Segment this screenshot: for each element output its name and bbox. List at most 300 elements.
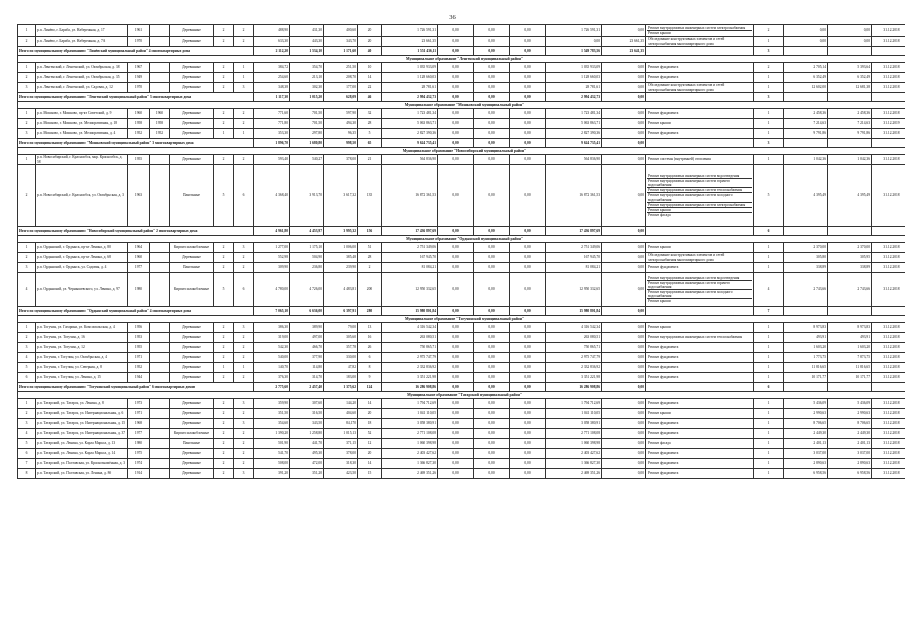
cell-f4: 1 128 660,03 (546, 73, 602, 83)
cell-f3: 0,00 (510, 459, 546, 469)
cell-f5: 0,00 (602, 83, 646, 93)
cell-works (646, 263, 754, 273)
cell-y2 (150, 165, 170, 227)
cell-f2: 0,00 (474, 343, 510, 353)
cell-s1: 384,72 (254, 63, 290, 73)
total-empty (784, 383, 828, 392)
cell-y2 (150, 459, 170, 469)
cell-f2: 0,00 (474, 155, 510, 165)
total-a: 3 (754, 93, 784, 102)
cell-y1: 1980 (128, 273, 150, 307)
cell-s1: 140,70 (254, 363, 290, 373)
total-a: 6 (754, 227, 784, 236)
cell-addr: р.п. Татарский, ул. Полтавская, ул. Ленина, д. 8б (36, 469, 128, 479)
cell-s2: 701,50 (290, 119, 324, 129)
cell-a: 1 (754, 155, 784, 165)
cell-b: 2 890,63 (784, 459, 828, 469)
cell-cost: 2 403 427,62 (382, 449, 438, 459)
cell-s2: 4 726,00 (290, 273, 324, 307)
cell-s1: 540,00 (254, 353, 290, 363)
cell-d: 31.12.2018 (872, 263, 905, 273)
cell-s2: 504,90 (290, 253, 324, 263)
cell-addr: р.п. Тогучин, г. Тогучин, ул. Октябрьская, д. 4 (36, 353, 128, 363)
cell-works (646, 373, 754, 383)
cell-f3: 0,00 (510, 333, 546, 343)
table-row (18, 419, 905, 429)
cell-addr: р.п. Тогучин, ул. Тогучин, д. 12 (36, 343, 128, 353)
total-res: 65 (358, 139, 382, 148)
cell-d: 31.12.2018 (872, 165, 905, 227)
cell-c: 11 816,65 (828, 363, 872, 373)
cell-s1: 319,00 (254, 333, 290, 343)
cell-n: 4 (18, 273, 36, 307)
cell-addr: р.п. Ордынский, г. Ордынск, пр-кт Ленина, д. 68 (36, 253, 128, 263)
cell-c: 338,89 (828, 263, 872, 273)
cell-a: 2 (754, 25, 784, 37)
cell-s2: 701,50 (290, 109, 324, 119)
cell-d: 31.12.2018 (872, 469, 905, 479)
cell-c: 5 393,64 (828, 63, 872, 73)
cell-f1: 0,00 (438, 343, 474, 353)
cell-f5: 0,00 (602, 273, 646, 307)
cell-y1: 1977 (128, 263, 150, 273)
housing-register-table (17, 24, 905, 479)
cell-s1: 359,90 (254, 399, 290, 409)
total-row (18, 47, 905, 56)
total-f3: 0,00 (510, 227, 546, 236)
cell-d: 31.12.2018 (872, 273, 905, 307)
cell-mat: Деревянные (170, 323, 214, 333)
cell-n: 7 (18, 459, 36, 469)
work-item: Ремонт внутридомовых инженерных систем горячего водоснабжения (647, 281, 752, 290)
cell-f5: 0,00 (602, 263, 646, 273)
table-row (18, 363, 905, 373)
cell-c: 6 352,49 (828, 73, 872, 83)
cell-works (646, 119, 754, 129)
work-item: Ремонт внутридомовых инженерных систем холодного водоснабжения (647, 290, 752, 299)
cell-c: 305,95 (828, 253, 872, 263)
cell-y1: 1958 (128, 119, 150, 129)
cell-f2: 0,00 (474, 363, 510, 373)
cell-d: 31.12.2018 (872, 343, 905, 353)
cell-f2: 0,00 (474, 129, 510, 139)
cell-fl: 5 (214, 165, 234, 227)
cell-s2: 1 175,10 (290, 243, 324, 253)
cell-s2: 377,90 (290, 353, 324, 363)
cell-fl: 2 (214, 469, 234, 479)
cell-f5: 0,00 (602, 323, 646, 333)
cell-res: 51 (358, 243, 382, 253)
work-item: Ремонт крыши (648, 121, 671, 126)
cell-y2 (150, 253, 170, 263)
cell-d: 31.12.2018 (872, 459, 905, 469)
work-item: Ремонт внутридомовых инженерных систем холодного водоснабжения (647, 193, 752, 202)
cell-f4: 1 060 398,98 (546, 439, 602, 449)
cell-y2 (150, 63, 170, 73)
cell-works (646, 363, 754, 373)
cell-s3: 400,60 (324, 25, 358, 37)
cell-s2: 314,70 (290, 373, 324, 383)
total-works-empty (646, 139, 754, 148)
cell-y1: 1914 (128, 469, 150, 479)
cell-cost: 5 063 863,71 (382, 119, 438, 129)
work-item: Ремонт внутридомовых инженерных систем теплоснабжения (647, 188, 752, 193)
cell-a: 1 (754, 409, 784, 419)
cell-addr: р.п. Татарский, ул. Татарск, ул. Ленина, д. 8 (36, 399, 128, 409)
cell-f3: 0,00 (510, 273, 546, 307)
cell-f4: 2 403 427,62 (546, 449, 602, 459)
cell-n: 1 (18, 399, 36, 409)
table-row (18, 63, 905, 73)
cell-s3: 343,70 (324, 37, 358, 47)
cell-works (646, 429, 754, 439)
cell-a: 1 (754, 119, 784, 129)
cell-works (646, 109, 754, 119)
total-s3: 1 171,60 (324, 47, 358, 56)
total-f5: 0,00 (602, 307, 646, 316)
cell-n: 1 (18, 243, 36, 253)
cell-a: 1 (754, 73, 784, 83)
cell-mat: Кирпич шлакоблочные (170, 243, 214, 253)
table-row (18, 109, 905, 119)
cell-addr: р.п. Тогучин, г. Тогучин, ул. Ленина, д. 15 (36, 373, 128, 383)
cell-c: 2 401,13 (828, 439, 872, 449)
cell-b: 1 773,75 (784, 353, 828, 363)
cell-f5: 0,00 (602, 155, 646, 165)
cell-fl: 2 (214, 155, 234, 165)
cell-f2: 0,00 (474, 399, 510, 409)
cell-s1: 309,90 (254, 263, 290, 273)
cell-s1: 633,30 (254, 37, 290, 47)
total-row (18, 93, 905, 102)
cell-f4: 2 827 390,36 (546, 129, 602, 139)
cell-a: 4 (754, 273, 784, 307)
cell-f4: 0,00 (546, 37, 602, 47)
work-item: Ремонт крыши (647, 208, 752, 213)
cell-f3: 0,00 (510, 37, 546, 47)
cell-addr: р.п. Ленгенский, г. Ленгенский, ул. Октябрьская, д. 35 (36, 73, 128, 83)
cell-res: 21 (358, 155, 382, 165)
cell-a: 1 (754, 373, 784, 383)
cell-f1: 0,00 (438, 353, 474, 363)
cell-y1: 1944 (128, 373, 150, 383)
cell-cost: 23 661,35 (382, 37, 438, 47)
cell-f2: 0,00 (474, 243, 510, 253)
cell-mat: Панельные (170, 263, 214, 273)
page-number: 36 (449, 14, 456, 21)
cell-res: 16 (358, 333, 382, 343)
cell-en: 2 (234, 253, 254, 263)
cell-f1: 0,00 (438, 155, 474, 165)
section-title: Муниципальное образование "Ордынский муниципальный район" (18, 236, 905, 243)
cell-f5: 0,00 (602, 469, 646, 479)
cell-f5: 0,00 (602, 363, 646, 373)
cell-a: 1 (754, 353, 784, 363)
cell-f3: 0,00 (510, 25, 546, 37)
cell-res: 22 (358, 83, 382, 93)
cell-res: 20 (358, 449, 382, 459)
cell-f5: 0,00 (602, 373, 646, 383)
section-header (18, 148, 905, 155)
cell-f3: 0,00 (510, 353, 546, 363)
cell-f1: 0,00 (438, 119, 474, 129)
cell-addr: р.п. Татарский, ул. Полтавская, ул. Краснознамённая, д. 3 (36, 459, 128, 469)
cell-s2: 466,70 (290, 343, 324, 353)
total-res: 46 (358, 93, 382, 102)
cell-f3: 0,00 (510, 155, 546, 165)
cell-n: 5 (18, 439, 36, 449)
cell-works (646, 333, 754, 343)
total-a: 6 (754, 383, 784, 392)
cell-f2: 0,00 (474, 25, 510, 37)
cell-fl: 2 (214, 63, 234, 73)
cell-fl: 2 (214, 333, 234, 343)
cell-cost: 1 794 712,69 (382, 399, 438, 409)
cell-works (646, 25, 754, 37)
total-f2: 0,00 (474, 227, 510, 236)
cell-mat: Деревянные (170, 25, 214, 37)
cell-f5: 0,00 (602, 25, 646, 37)
cell-s2: 443,30 (290, 37, 324, 47)
cell-y1: 1977 (128, 429, 150, 439)
total-a: 3 (754, 139, 784, 148)
cell-s3: 423,50 (324, 469, 358, 479)
total-f2: 0,00 (474, 47, 510, 56)
cell-res: 26 (358, 343, 382, 353)
cell-y2: 1960 (150, 109, 170, 119)
cell-f5: 0,00 (602, 439, 646, 449)
cell-y2 (150, 37, 170, 47)
cell-b: 2 449,30 (784, 429, 828, 439)
work-item: Ремонт фундамента (648, 355, 679, 360)
work-item: Ремонт фундамента (648, 471, 679, 476)
cell-f3: 0,00 (510, 165, 546, 227)
cell-c: 5 436,09 (828, 399, 872, 409)
cell-y2: 1958 (150, 119, 170, 129)
cell-s3: 208,70 (324, 73, 358, 83)
cell-d: 31.12.2018 (872, 333, 905, 343)
cell-works (646, 243, 754, 253)
cell-fl: 2 (214, 373, 234, 383)
cell-fl: 2 (214, 353, 234, 363)
cell-addr: р.п. Тогучин, ул. Гагарина, ул. Комсомольская, д. 4 (36, 323, 128, 333)
cell-f3: 0,00 (510, 109, 546, 119)
cell-d: 31.12.2018 (872, 429, 905, 439)
cell-f1: 0,00 (438, 37, 474, 47)
cell-c: 7 214,63 (828, 119, 872, 129)
cell-f4: 2 771 108,08 (546, 429, 602, 439)
cell-c: 6 958,56 (828, 469, 872, 479)
cell-addr: р.п. Тогучин, г. Тогучин, ул. Северная, д. 8 (36, 363, 128, 373)
cell-fl: 2 (214, 253, 234, 263)
total-f2: 0,00 (474, 383, 510, 392)
work-item: Ремонт крыши (648, 411, 671, 416)
cell-f4: 564 836,90 (546, 155, 602, 165)
cell-s3: 47,82 (324, 363, 358, 373)
cell-cost: 28 781,61 (382, 83, 438, 93)
total-f1: 0,00 (438, 93, 474, 102)
cell-mat: Деревянные (170, 63, 214, 73)
total-s2: 1 015,20 (290, 93, 324, 102)
cell-d: 31.12.2019 (872, 119, 905, 129)
cell-f4: 1 726 591,31 (546, 25, 602, 37)
cell-res: 135 (358, 165, 382, 227)
total-label: Итого по муниципальному образованию: "Линёвский муниципальный район" 4 многоквартирных дома (18, 47, 254, 56)
cell-y1: 1964 (128, 243, 150, 253)
cell-s1: 4 368,40 (254, 165, 290, 227)
cell-s2: 540,27 (290, 155, 324, 165)
cell-f5: 0,00 (602, 409, 646, 419)
cell-f1: 0,00 (438, 469, 474, 479)
cell-f1: 0,00 (438, 63, 474, 73)
cell-mat: Деревянные (170, 419, 214, 429)
total-empty (784, 139, 828, 148)
cell-fl: 2 (214, 429, 234, 439)
cell-y1: 1968 (128, 419, 150, 429)
cell-y1: 1974 (128, 459, 150, 469)
cell-f4: 16 872 361,53 (546, 165, 602, 227)
section-title: Муниципальное образование "Тогучинский муниципальный район" (18, 316, 905, 323)
cell-s1: 488,90 (254, 25, 290, 37)
cell-s3: 385,48 (324, 253, 358, 263)
cell-mat: Деревянные (170, 73, 214, 83)
cell-f5: 0,00 (602, 449, 646, 459)
total-f5: 23 641,35 (602, 47, 646, 56)
cell-b: 5 436,09 (784, 399, 828, 409)
cell-cost: 2 332 836,92 (382, 363, 438, 373)
work-item: Ремонт системы (внутренней) отопления (648, 157, 711, 162)
cell-s2: 354,70 (290, 63, 324, 73)
cell-f2: 0,00 (474, 419, 510, 429)
cell-s2: 3 913,70 (290, 165, 324, 227)
cell-f5: 0,00 (602, 399, 646, 409)
cell-en: 2 (234, 439, 254, 449)
cell-a: 1 (754, 253, 784, 263)
cell-f2: 0,00 (474, 409, 510, 419)
cell-d: 31.12.2018 (872, 129, 905, 139)
total-works-empty (646, 307, 754, 316)
total-empty (784, 93, 828, 102)
cell-s2: 441,70 (290, 439, 324, 449)
cell-en: 2 (234, 155, 254, 165)
section-header (18, 236, 905, 243)
cell-en: 2 (234, 109, 254, 119)
table-row (18, 243, 905, 253)
cell-a: 1 (754, 37, 784, 47)
cell-works (646, 343, 754, 353)
total-label: Итого по муниципальному образованию: "Мошковский муниципальный район" 3 многоквартирных дома (18, 139, 254, 148)
cell-c: 2 449,30 (828, 429, 872, 439)
cell-works (646, 449, 754, 459)
total-label: Итого по муниципальному образованию: "Ленгенский муниципальный район" 3 многоквартирных дома (18, 93, 254, 102)
cell-en: 1 (234, 73, 254, 83)
cell-f5: 23 661,35 (602, 37, 646, 47)
cell-n: 3 (18, 343, 36, 353)
cell-mat: Деревянные (170, 109, 214, 119)
table-row (18, 73, 905, 83)
cell-f1: 0,00 (438, 109, 474, 119)
cell-res: 28 (358, 119, 382, 129)
cell-en: 2 (234, 459, 254, 469)
cell-c: 2 743,66 (828, 273, 872, 307)
cell-b: 0,00 (784, 37, 828, 47)
total-cost: 1 551 436,11 (382, 47, 438, 56)
table-row (18, 253, 905, 263)
work-item: Ремонт фундамента (648, 75, 679, 80)
cell-f1: 0,00 (438, 409, 474, 419)
cell-y1: 1953 (128, 333, 150, 343)
cell-a: 1 (754, 333, 784, 343)
cell-f5: 0,00 (602, 419, 646, 429)
cell-en: 2 (234, 333, 254, 343)
cell-s1: 351,50 (254, 409, 290, 419)
cell-a: 1 (754, 419, 784, 429)
total-cost: 9 624 735,41 (382, 139, 438, 148)
cell-d: 31.12.2018 (872, 439, 905, 449)
total-works-empty (646, 47, 754, 56)
cell-n: 2 (18, 165, 36, 227)
cell-s1: 386,30 (254, 323, 290, 333)
cell-f1: 0,00 (438, 439, 474, 449)
total-cost: 16 286 908,86 (382, 383, 438, 392)
total-label: Итого по муниципальному образованию: "Новосибирский муниципальный район" 2 многоквартирных дома (18, 227, 254, 236)
cell-d: 31.12.2018 (872, 109, 905, 119)
cell-f4: 263 080,51 (546, 333, 602, 343)
cell-works (646, 273, 754, 307)
cell-f1: 0,00 (438, 253, 474, 263)
total-res: 156 (358, 227, 382, 236)
total-empty (872, 383, 905, 392)
cell-res: 6 (358, 353, 382, 363)
total-empty (872, 47, 905, 56)
cell-en: 2 (234, 263, 254, 273)
cell-b: 1 603,20 (784, 343, 828, 353)
total-works-empty (646, 93, 754, 102)
cell-n: 2 (18, 37, 36, 47)
cell-n: 2 (18, 409, 36, 419)
table-row (18, 119, 905, 129)
cell-f5: 0,00 (602, 243, 646, 253)
cell-f2: 0,00 (474, 459, 510, 469)
total-empty (784, 227, 828, 236)
cell-addr: р.п. Линёво, г. Бараба, ул. Набережная, д. 7А (36, 37, 128, 47)
total-s1: 4 961,80 (254, 227, 290, 236)
cell-b: 12 602,00 (784, 83, 828, 93)
total-s1: 2 775,60 (254, 383, 290, 392)
cell-c: 2 990,63 (828, 409, 872, 419)
table-row (18, 409, 905, 419)
cell-f1: 0,00 (438, 25, 474, 37)
cell-a: 1 (754, 363, 784, 373)
cell-works (646, 353, 754, 363)
work-item: Ремонт внутридомовых инженерных систем водоотведения (647, 174, 752, 179)
total-f4: 16 286 908,86 (546, 383, 602, 392)
total-f5: 0,00 (602, 139, 646, 148)
cell-f2: 0,00 (474, 469, 510, 479)
cell-y2 (150, 449, 170, 459)
cell-en: 2 (234, 37, 254, 47)
cell-works (646, 409, 754, 419)
total-s2: 2 457,40 (290, 383, 324, 392)
cell-c: 1 603,20 (828, 343, 872, 353)
cell-s2: 236,80 (290, 263, 324, 273)
total-s2: 6 636,00 (290, 307, 324, 316)
cell-works (646, 165, 754, 227)
total-s2: 4 453,97 (290, 227, 324, 236)
cell-cost: 1 060 398,98 (382, 439, 438, 449)
cell-s3: 378,00 (324, 155, 358, 165)
cell-s3: 239,90 (324, 263, 358, 273)
